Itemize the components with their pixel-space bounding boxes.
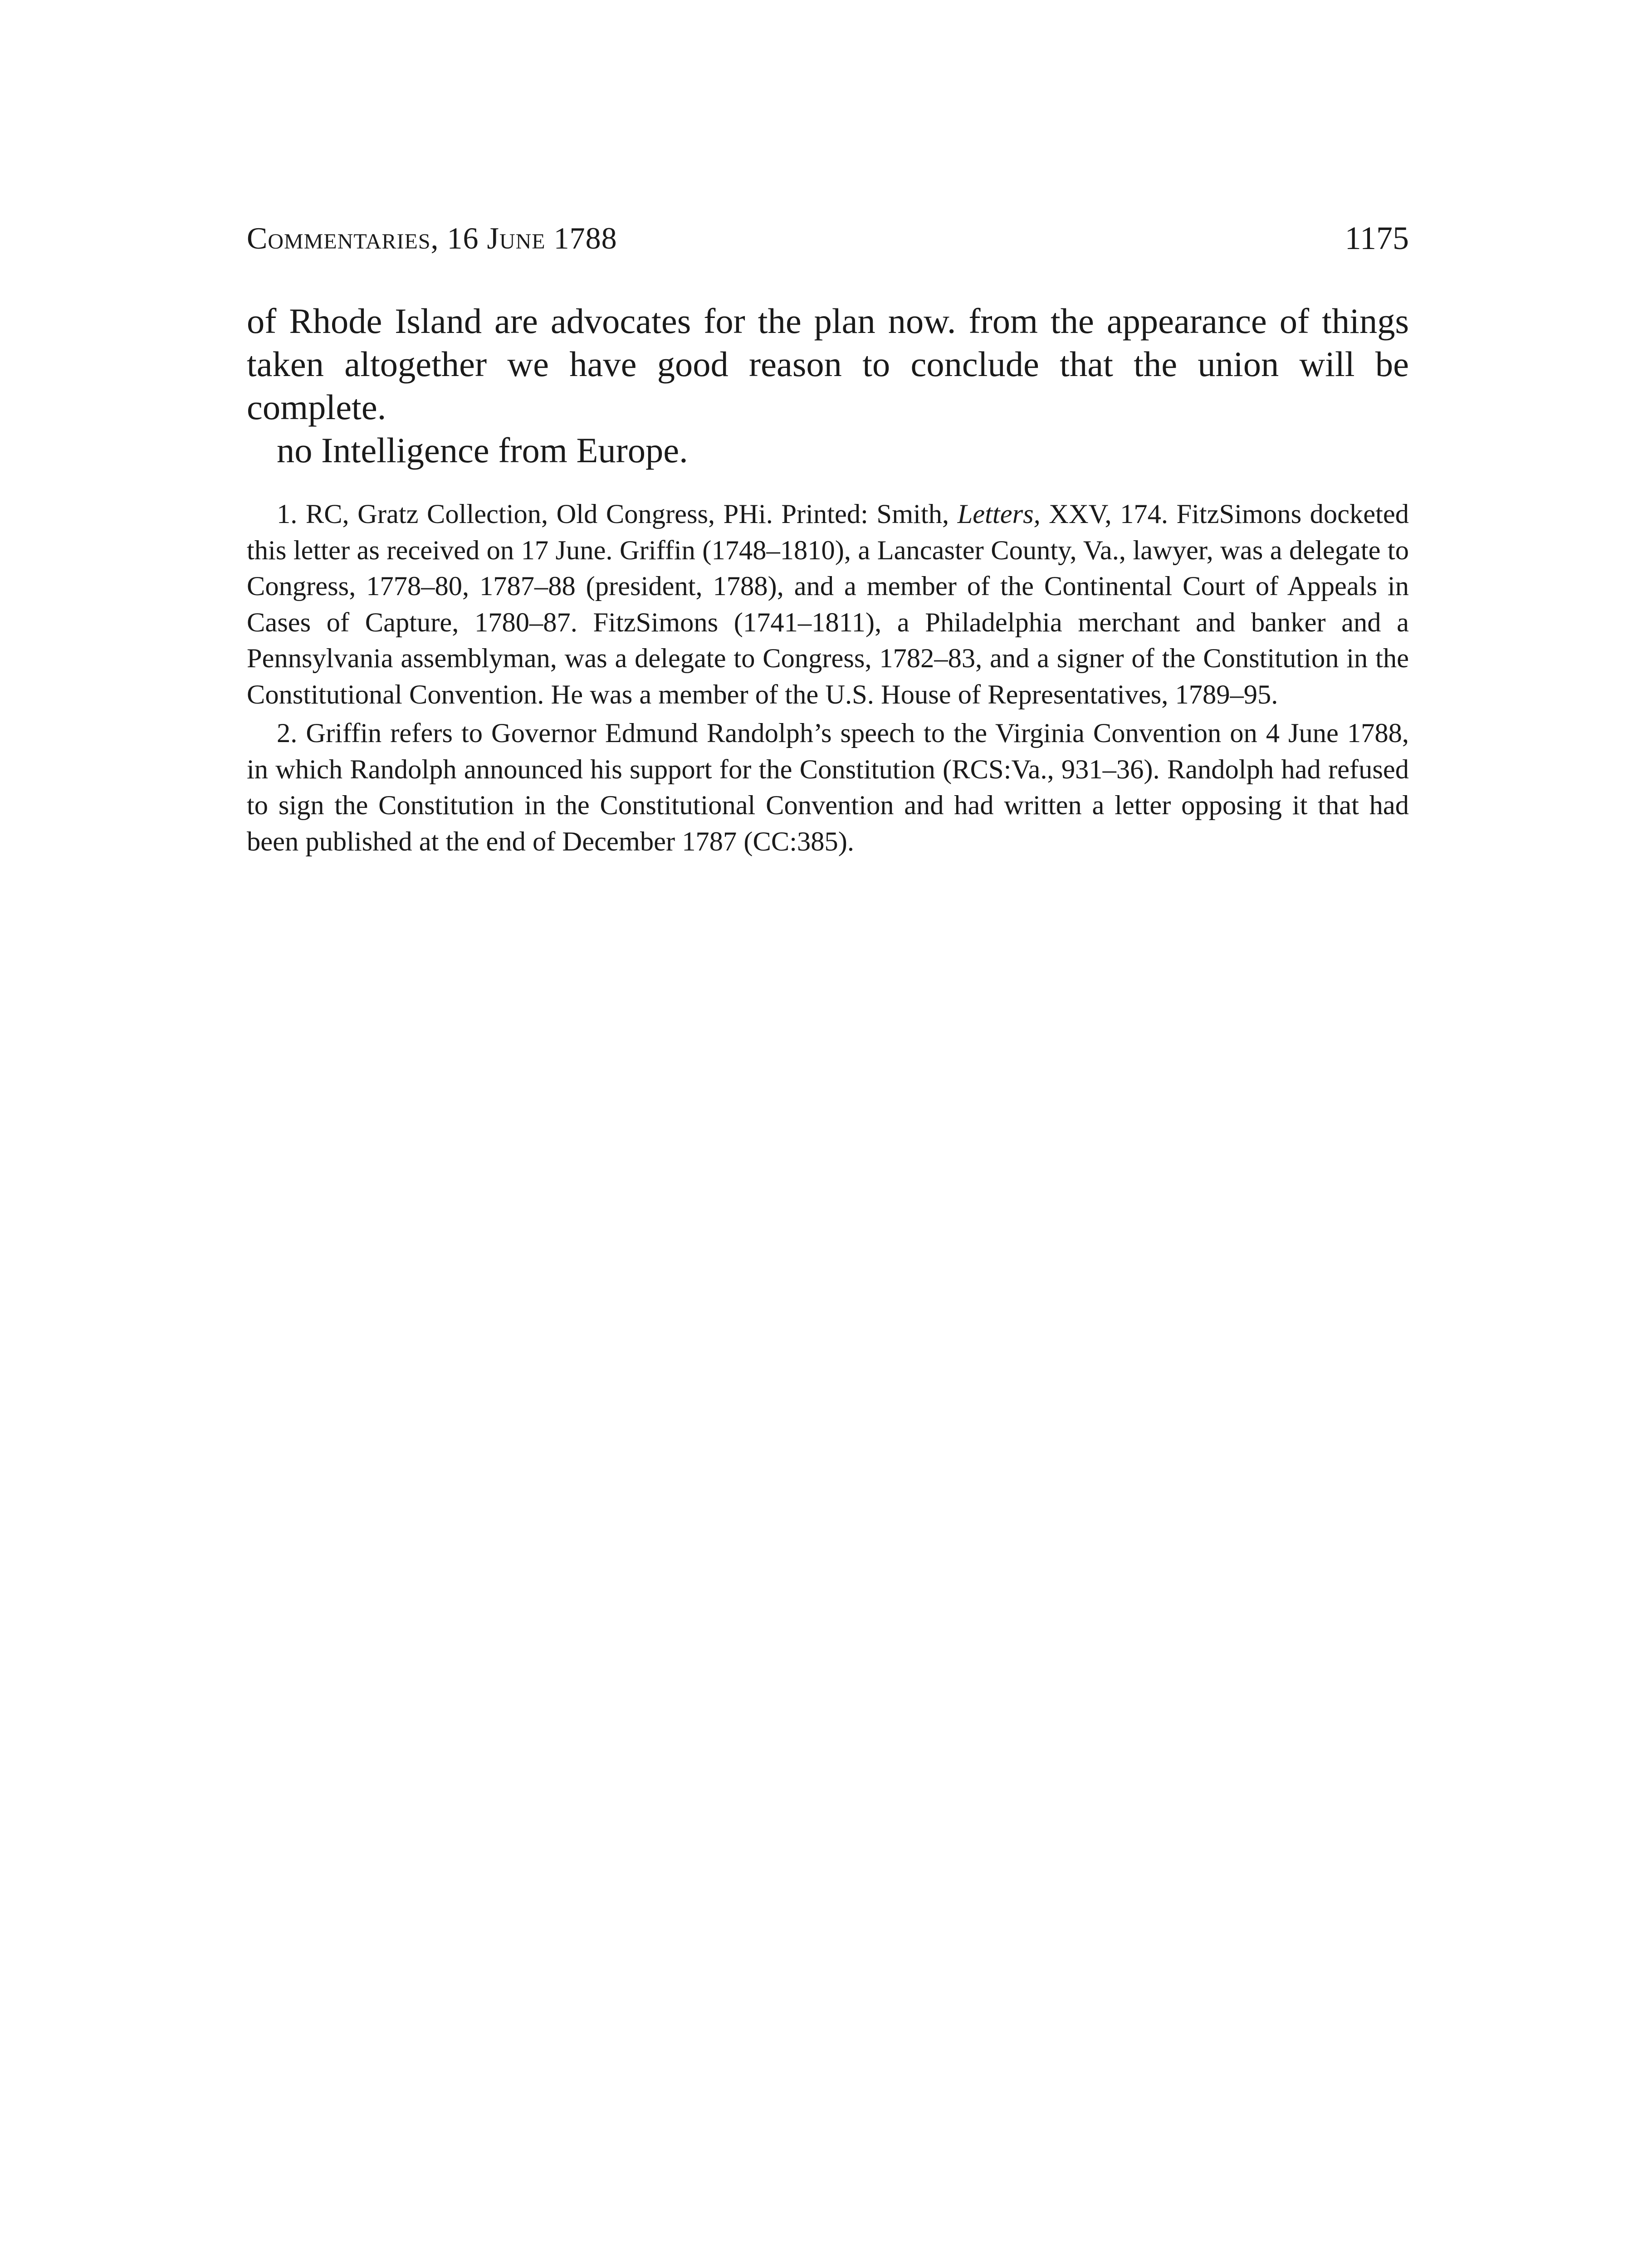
page-number: 1175 xyxy=(1345,220,1409,256)
running-head-title: Commentaries, 16 June 1788 xyxy=(247,221,617,255)
footnote-1 xyxy=(247,496,1409,713)
footnote-1-text-start: 1. RC, Gratz Collection, Old Congress, PHi. Printed: Smith, xyxy=(277,499,958,529)
body-paragraph-2: no Intelligence from Europe. xyxy=(277,430,688,470)
footnote-1-text-end: XXV, 174. FitzSimons docketed this letter as received on 17 June. Griffin (1748–1810), a Lancaster County, Va., lawyer, was a delegate to Congress, 1778–80, 1787–88 (president, 1788), and a member of the Continental Court of Appeals in Cases of Capture, 1780–87. FitzSimons (1741–1811), a Philadelphia merchant and banker and a Pennsylvania assemblyman, was a delegate to Congress, 1782–83, and a signer of the Constitution in the Constitutional Convention. He was a member of the U.S. House of Representatives, 1789–95. xyxy=(247,499,1409,710)
body-paragraph-1: of Rhode Island are advocates for the plan now. from the appearance of things taken altogether we have good reason to conclude that the union will be complete. xyxy=(247,301,1409,427)
letter-body xyxy=(247,299,1409,472)
footnote-2: 2. Griffin refers to Governor Edmund Randolph’s speech to the Virginia Convention on 4 June 1788, in which Randolph announced his support for the Constitution (RCS:Va., 931–36). Randolph had refused to sign the Constitution in the Constitutional Convention and had written a letter opposing it that had been published at the end of December 1787 (CC:385). xyxy=(247,718,1409,857)
footnotes xyxy=(247,496,1409,860)
footnote-1-italic-title: Letters, xyxy=(957,499,1041,529)
running-head xyxy=(247,218,1409,259)
